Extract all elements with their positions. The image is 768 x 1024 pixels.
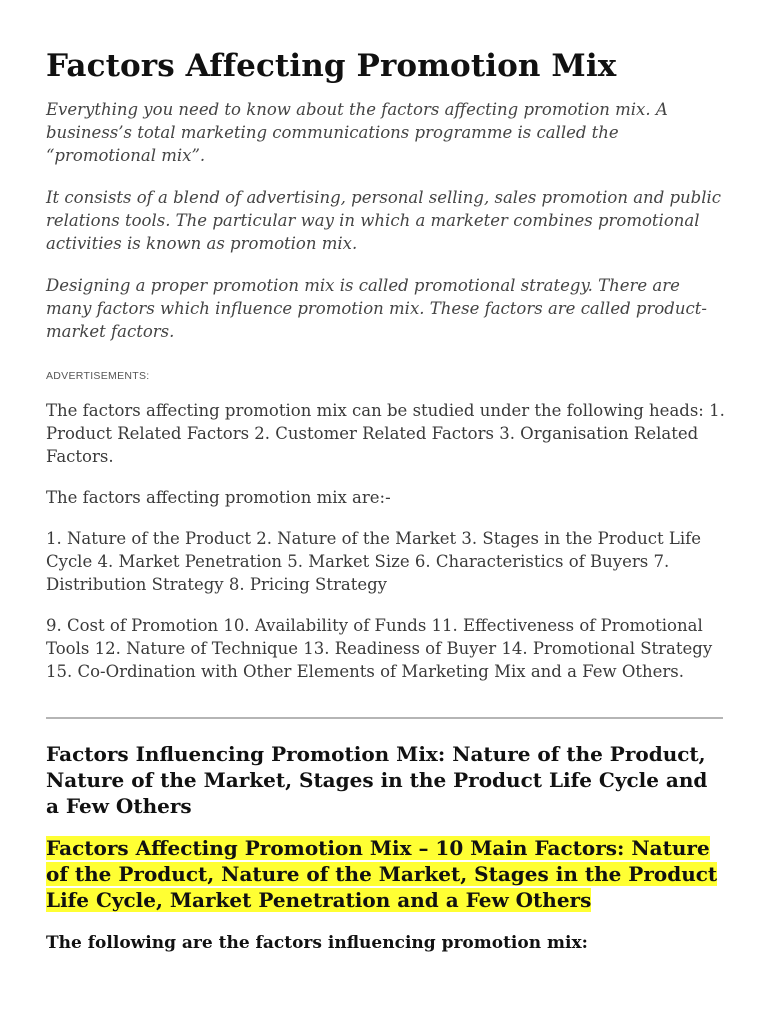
highlighted-heading [46, 835, 726, 913]
body-paragraph: The factors affecting promotion mix are:- [46, 488, 391, 507]
body-paragraph: 9. Cost of Promotion 10. Availability of Funds 11. Effectiveness of Promotional Tools 12. Nature of Technique 13. Readiness of Buyer 14. Promotional Strategy 15. Co-Ordination with Other Elements of Marketing Mix and a Few Others. [46, 616, 713, 681]
body-paragraph: The factors affecting promotion mix can be studied under the following heads: 1. Product Related Factors 2. Customer Related Factors 3. Organisation Related Factors. [46, 401, 725, 466]
page-title: Factors Affecting Promotion Mix [46, 48, 617, 84]
body-section [46, 399, 726, 683]
highlighted-heading-text: Factors Affecting Promotion Mix – 10 Main Factors: Nature of the Product, Nature of the Market, Stages in the Product Life Cycle, Market Penetration and a Few Others [46, 836, 718, 912]
section-heading: Factors Influencing Promotion Mix: Nature of the Product, Nature of the Market, Stages in the Product Life Cycle and a Few Others [46, 742, 708, 818]
section-divider [46, 717, 723, 719]
intro-paragraph: Designing a proper promotion mix is called promotional strategy. There are many factors which influence promotion mix. These factors are called product-market factors. [46, 276, 707, 341]
intro-paragraph: It consists of a blend of advertising, personal selling, sales promotion and public relations tools. The particular way in which a marketer combines promotional activities is known as promotion mix. [46, 188, 722, 253]
body-paragraph: 1. Nature of the Product 2. Nature of the Market 3. Stages in the Product Life Cycle 4. Market Penetration 5. Market Size 6. Characteristics of Buyers 7. Distribution Strategy 8. Pricing Strategy [46, 529, 701, 594]
intro-paragraph: Everything you need to know about the factors affecting promotion mix. A business’s total marketing communications programme is called the “promotional mix”. [46, 100, 668, 165]
article [46, 0, 726, 955]
lead-text: The following are the factors influencing promotion mix: [46, 933, 588, 953]
intro-section [46, 98, 726, 343]
advertisements-label: ADVERTISEMENTS: [46, 370, 150, 382]
